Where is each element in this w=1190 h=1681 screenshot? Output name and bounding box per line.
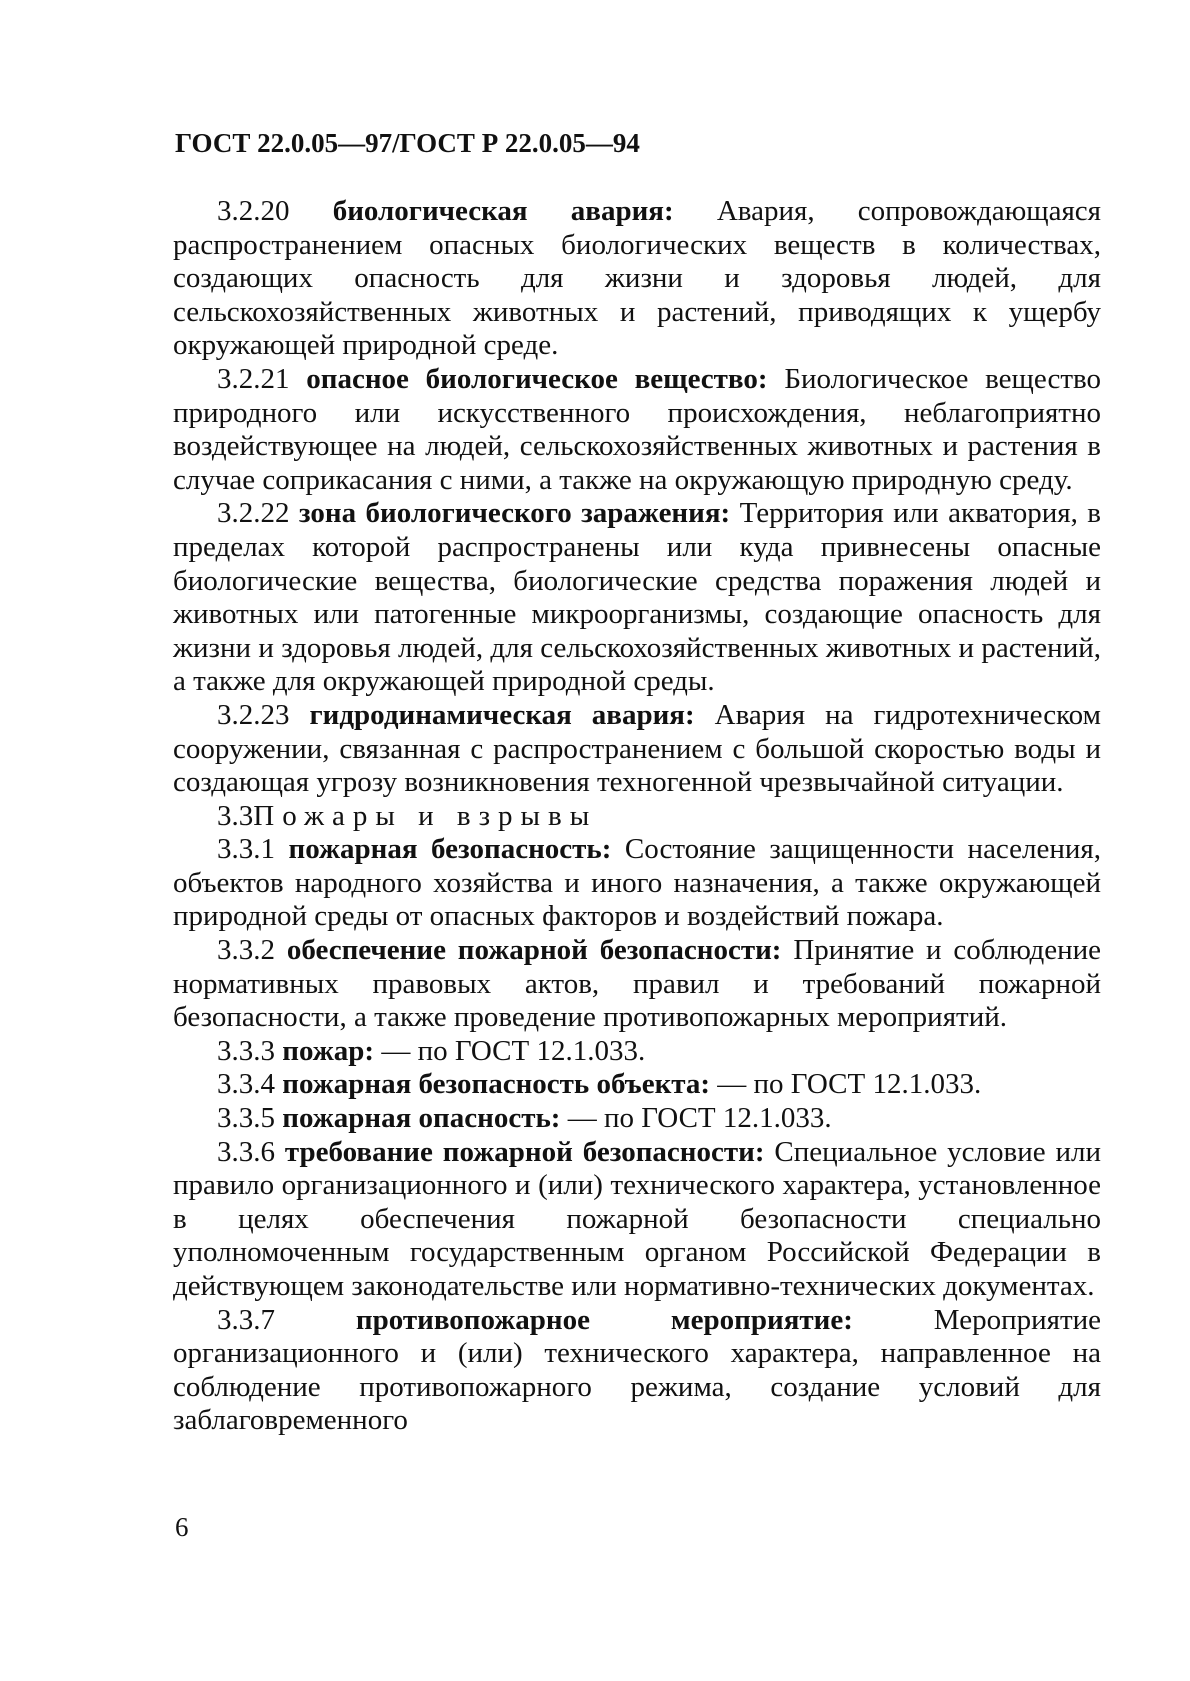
page-header: ГОСТ 22.0.05—97/ГОСТ Р 22.0.05—94 bbox=[175, 128, 640, 158]
definition-text: Биологическое вещество природного или искусственного происхождения, неблагоприятно воздействующее на людей, сельскохозяйственных животных и растения в случае соприкасания с ними, а также на окружающую природную среду. bbox=[173, 362, 1102, 496]
definition-text: Принятие и соблюдение нормативных правовых актов, правил и требований пожарной безопасности, а также проведение противопожарных мероприятий. bbox=[173, 934, 1102, 1034]
definition-3-3-3 bbox=[173, 1035, 1101, 1069]
definition-3-3-7 bbox=[173, 1304, 1101, 1438]
clause-number: 3.3.3 bbox=[217, 1034, 275, 1067]
definition-3-2-22 bbox=[173, 497, 1101, 699]
term: противопожарное мероприятие: bbox=[355, 1303, 853, 1336]
term: обеспечение пожарной безопасности: bbox=[286, 934, 782, 967]
clause-number: 3.2.22 bbox=[217, 497, 290, 530]
term: пожар: bbox=[282, 1034, 375, 1067]
clause-number: 3.3.1 bbox=[217, 833, 275, 866]
section-heading bbox=[173, 800, 1101, 834]
definition-text: Авария, сопровождающаяся распространением опасных биологических веществ в количествах, создающих опасность для жизни и здоровья людей, для сельскохозяйственных животных и растений, приводящих к ущербу окружающей природной среде. bbox=[173, 195, 1102, 362]
clause-number: 3.3.2 bbox=[217, 934, 275, 967]
definition-3-2-21 bbox=[173, 363, 1101, 497]
section-title: Пожары и взрывы bbox=[253, 799, 598, 832]
definition-text: Территория или акватория, в пределах которой распространены или куда привнесены опасные биологические вещества, биологические средства поражения людей и животных или патогенные микроорганизмы, создающие опасность для жизни и здоровья людей, для сельскохозяйственных животных и растений, а также для окружающей природной среды. bbox=[173, 497, 1102, 698]
section-number: 3.3 bbox=[217, 799, 254, 832]
clause-number: 3.2.21 bbox=[217, 362, 290, 395]
definition-text: Состояние защищенности населения, объектов народного хозяйства и иного назначения, а также окружающей природной среды от опасных факторов и воздействий пожара. bbox=[173, 833, 1102, 933]
clause-number: 3.3.5 bbox=[217, 1102, 275, 1135]
term: пожарная опасность: bbox=[282, 1102, 561, 1135]
clause-number: 3.3.4 bbox=[217, 1068, 275, 1101]
clause-number: 3.2.20 bbox=[217, 195, 290, 227]
definition-3-3-5 bbox=[173, 1102, 1101, 1136]
definition-3-3-2 bbox=[173, 934, 1101, 1035]
definition-3-2-20 bbox=[173, 195, 1101, 363]
definition-text: — по ГОСТ 12.1.033. bbox=[717, 1068, 982, 1101]
term: пожарная безопасность: bbox=[288, 833, 612, 866]
clause-number: 3.3.7 bbox=[217, 1303, 275, 1336]
clause-number: 3.3.6 bbox=[217, 1135, 275, 1168]
definition-text: Специальное условие или правило организационного и (или) технического характера, установленное в целях обеспечения пожарной безопасности специально уполномоченным государственным органом Российской Федерации в действующем законодательстве или нормативно-технических документах. bbox=[173, 1135, 1102, 1302]
clause-number: 3.2.23 bbox=[217, 698, 290, 731]
term: биологическая авария: bbox=[332, 195, 674, 227]
term: пожарная безопасность объекта: bbox=[282, 1068, 711, 1101]
term: требование пожарной безопасности: bbox=[284, 1135, 765, 1168]
definition-text: — по ГОСТ 12.1.033. bbox=[567, 1102, 832, 1135]
definition-text: Авария на гидротехническом сооружении, связанная с распространением с большой скоростью воды и создающая угрозу возникновения техногенной чрезвычайной ситуации. bbox=[173, 698, 1101, 799]
definition-3-3-1 bbox=[173, 833, 1101, 934]
page-number: 6 bbox=[175, 1512, 189, 1542]
definition-3-2-23 bbox=[173, 699, 1101, 800]
definition-3-3-4 bbox=[173, 1068, 1101, 1102]
definition-3-3-6 bbox=[173, 1136, 1101, 1304]
term: зона биологического заражения: bbox=[298, 497, 731, 530]
document-body bbox=[173, 195, 1101, 1438]
term: гидродинамическая авария: bbox=[309, 698, 695, 731]
term: опасное биологическое вещество: bbox=[306, 362, 768, 395]
definition-text: Мероприятие организационного и (или) технического характера, направленное на соблюдение противопожарного режима, создание условий для заблаговременного bbox=[173, 1303, 1102, 1437]
definition-text: — по ГОСТ 12.1.033. bbox=[381, 1034, 646, 1067]
